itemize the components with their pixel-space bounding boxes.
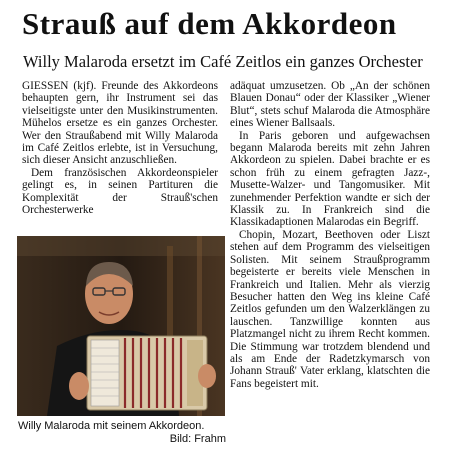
- text-column-1: [22, 80, 218, 216]
- text-column-2: [230, 80, 430, 390]
- article-headline: Strauß auf dem Akkordeon: [22, 6, 397, 41]
- photo-caption: [18, 420, 226, 446]
- caption-text: Willy Malaroda mit seinem Akkordeon.: [18, 420, 205, 432]
- paragraph-5: Chopin, Mozart, Beethoven oder Liszt stehen auf dem Programm des vielseitigen Solisten. Mit seinem Straußprogramm begeisterte er bereits viele Menschen in Frankreich und Italien. Mehr als vierzig Besucher hatten den Weg ins kleine Café Zeitlos gefunden um den Walzerklängen zu lauschen. Tanzwillige konnten aus Platzmangel nicht zu ihrem Recht kommen. Die Stimmung war trotzdem blendend und als am Ende der Radetzkymarsch von Johann Strauß' Vater erklang, klatschten die Fans begeistert mit.: [230, 228, 430, 390]
- paragraph-2: Dem französischen Akkordeonspieler gelingt es, in seinen Partituren die Komplexität der Strauß'schen Orchesterwerke: [22, 166, 218, 217]
- accordion-player-photo: [17, 236, 225, 416]
- article-subheadline: Willy Malaroda ersetzt im Café Zeitlos ein ganzes Orchester: [23, 52, 423, 71]
- paragraph-4: In Paris geboren und aufgewachsen begann Malaroda bereits mit zehn Jahren Akkordeon zu spielen. Dabei brachte er es schon früh zu einem gefragten Jazz-, Musette-Walzer- und Tangomusiker. Mit zunehmender Perfektion wandte er sich der Klassik zu. In Frankreich sind die Klassikadaptionen Malarodas ein Begriff.: [230, 129, 430, 229]
- photo-credit: Bild: Frahm: [169, 433, 226, 445]
- paragraph-3: adäquat umzusetzen. Ob „An der schönen Blauen Donau“ oder der Klassiker „Wiener Blut“, stets schuf Malaroda die Atmosphäre eines Wiener Ballsaals.: [230, 80, 430, 130]
- paragraph-1: GIESSEN (kjf). Freunde des Akkordeons behaupten gern, ihr Instrument sei das vielseitigste unter den Musikinstrumenten. Mühelos ersetze es ein ganzes Orchester. Wer den Straußabend mit Willy Malaroda im Café Zeitlos erlebte, ist in Versuchung, sich dieser Ansicht anzuschließen.: [22, 80, 218, 167]
- article-photo: [17, 236, 225, 416]
